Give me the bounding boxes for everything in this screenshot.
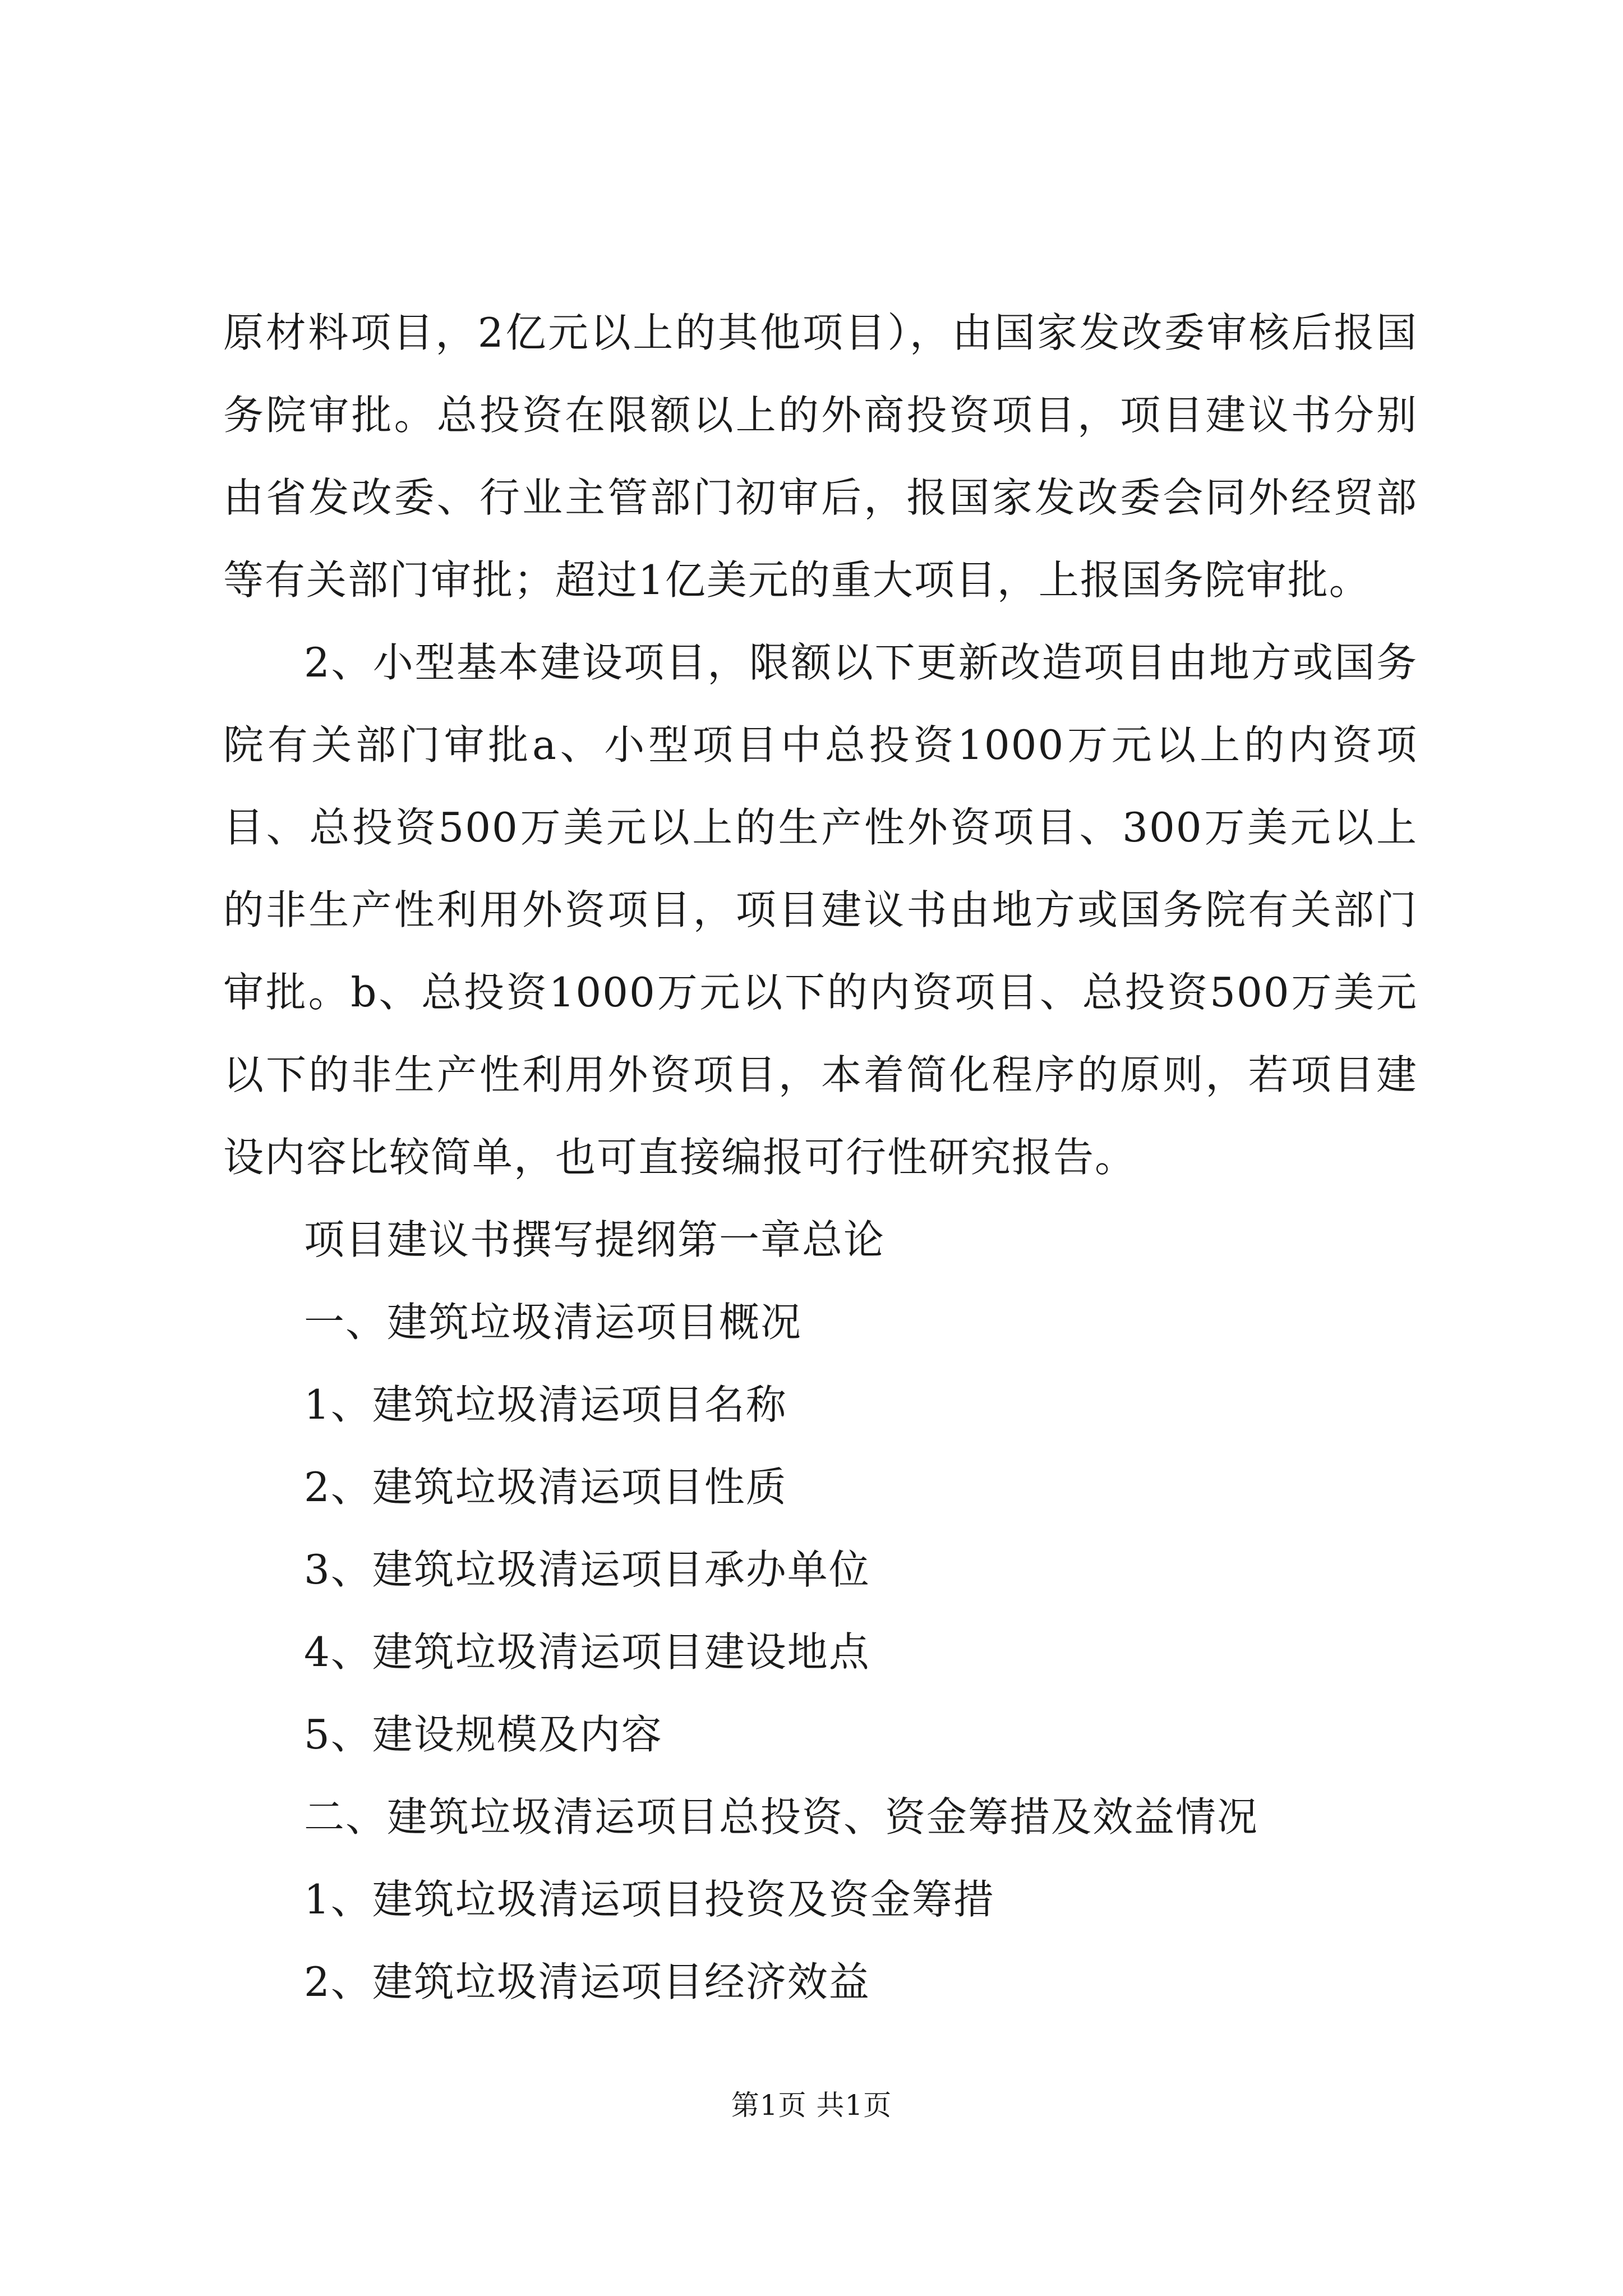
outline-item: 二、建筑垃圾清运项目总投资、资金筹措及效益情况	[304, 1793, 1259, 1841]
outline-heading: 项目建议书撰写提纲第一章总论	[304, 1216, 886, 1263]
paragraph-approval-continued: 原材料项目，2亿元以上的其他项目），由国家发改委审核后报国务院审批。总投资在限额以上的外商投资项目，项目建议书分别由省发改委、行业主管部门初审后，报国家发改委会同外经贸部等有关部门审批；超过1亿美元的重大项目，上报国务院审批。	[223, 309, 1418, 604]
outline-item: 1、建筑垃圾清运项目名称	[304, 1381, 787, 1428]
page-number-label: 第1页 共1页	[731, 2089, 892, 2122]
document-body	[223, 292, 1418, 2023]
outline-item: 1、建筑垃圾清运项目投资及资金筹措	[304, 1876, 995, 1923]
outline-item: 一、建筑垃圾清运项目概况	[304, 1299, 803, 1346]
page-footer	[0, 2086, 1623, 2125]
outline-item: 5、建设规模及内容	[304, 1711, 663, 1758]
outline-item: 2、建筑垃圾清运项目性质	[304, 1464, 787, 1511]
paragraph-small-projects: 2、小型基本建设项目，限额以下更新改造项目由地方或国务院有关部门审批a、小型项目中总投资1000万元以上的内资项目、总投资500万美元以上的生产性外资项目、300万美元以上的非生产性利用外资项目，项目建议书由地方或国务院有关部门审批。b、总投资1000万元以下的内资项目、总投资500万美元以下的非生产性利用外资项目，本着简化程序的原则，若项目建设内容比较简单，也可直接编报可行性研究报告。	[223, 639, 1418, 1181]
outline-item: 4、建筑垃圾清运项目建设地点	[304, 1628, 870, 1676]
outline-item: 3、建筑垃圾清运项目承办单位	[304, 1546, 870, 1593]
outline-item: 2、建筑垃圾清运项目经济效益	[304, 1958, 870, 2005]
